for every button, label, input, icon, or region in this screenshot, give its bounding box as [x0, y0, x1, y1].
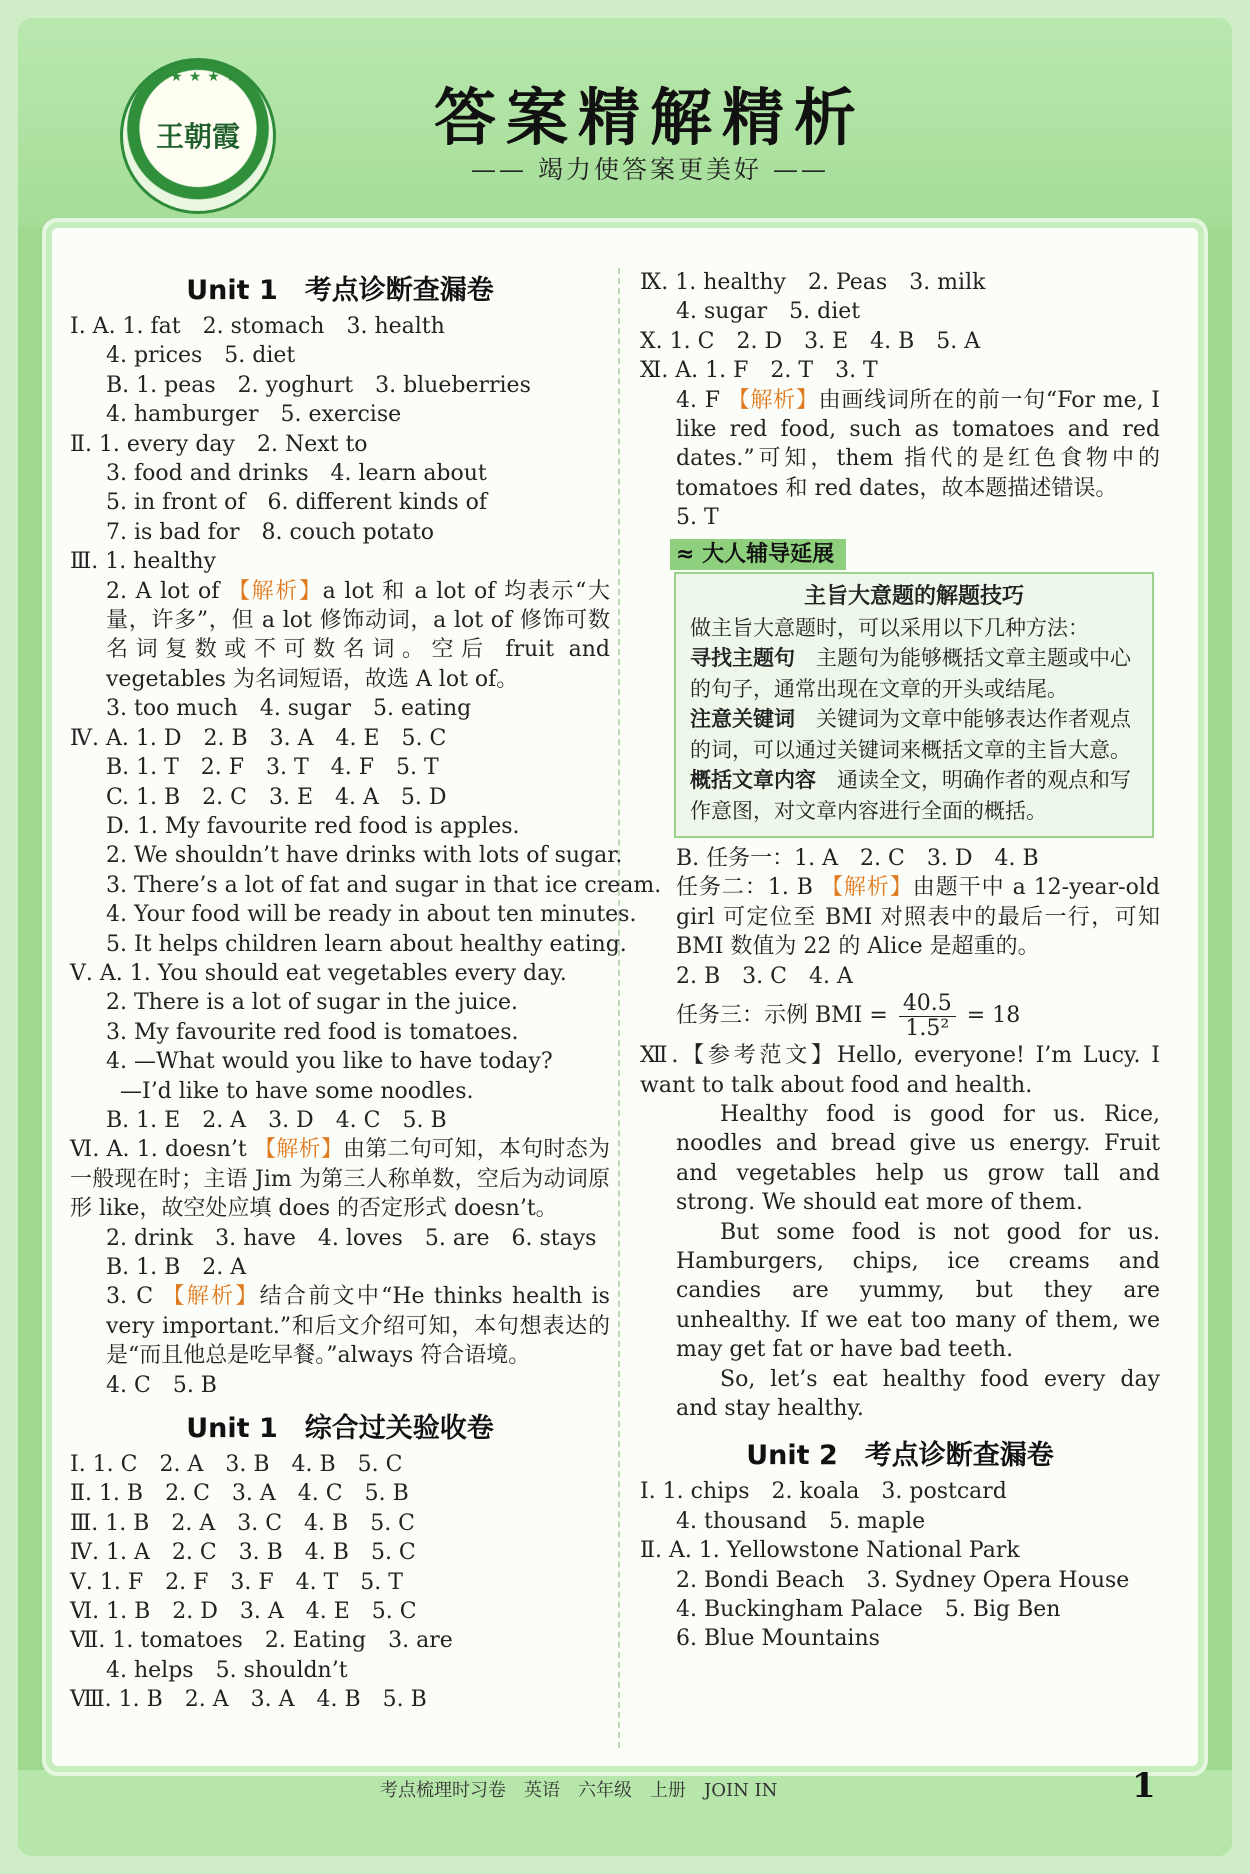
answer-line: Ⅳ. A. 1. D 2. B 3. A 4. E 5. C — [70, 725, 447, 751]
publisher-logo — [120, 58, 276, 214]
explanation-paragraph — [70, 1135, 610, 1223]
explanation-paragraph — [70, 1282, 610, 1370]
essay-text: Hello, everyone! I’m Lucy. I want to talk about food and health. — [640, 1043, 1160, 1098]
extension-key: 概括文章内容 — [690, 768, 816, 793]
analysis-tag: 【解析】 — [820, 875, 913, 901]
left-column — [70, 268, 662, 1715]
explanation-paragraph — [70, 577, 610, 695]
analysis-tag: 【解析】 — [162, 1284, 260, 1310]
analysis-tag: 【解析】 — [727, 387, 819, 413]
section-heading: Unit 2 考点诊断查漏卷 — [746, 1440, 1054, 1472]
model-essay — [640, 1041, 1160, 1423]
extension-item — [690, 765, 1138, 826]
answer-line: 6. Blue Mountains — [676, 1626, 880, 1652]
answer-line: 3. My favourite red food is tomatoes. — [106, 1019, 519, 1045]
analysis-text: 由画线词所在的前一句“For me, I like red food, such as tomatoes and red dates.”可知，them 指代的是红色食物中的 tomatoes 和 red dates，故本题描述错误。 — [676, 387, 1161, 501]
analysis-text: a lot 和 a lot of 均表示“大量，许多”，但 a lot 修饰动词，a lot of 修饰可数名词复数或不可数名词。空后 fruit and vegetables 为名词短语，故选 A lot of。 — [106, 578, 610, 692]
section-heading: Unit 1 综合过关验收卷 — [186, 1413, 494, 1445]
answer-line: Ⅹ. 1. C 2. D 3. E 4. B 5. A — [640, 328, 981, 354]
answer-line: Ⅳ. 1. A 2. C 3. B 4. B 5. C — [70, 1540, 416, 1566]
answer-line: 4. —What would you like to have today? — [106, 1049, 553, 1075]
answer-line: Ⅰ. 1. chips 2. koala 3. postcard — [640, 1479, 1007, 1505]
answer-line: Ⅲ. 1. B 2. A 3. C 4. B 5. C — [70, 1510, 416, 1536]
essay-paragraph: But some food is not good for us. Hamburgers, chips, ice creams and candies are yummy, but they are unhealthy. If we eat too many of them, we may get fat or have bad teeth. — [676, 1219, 1160, 1363]
answer-line: 5. in front of 6. different kinds of — [106, 490, 488, 516]
answer-line: 3. There’s a lot of fat and sugar in that ice cream. — [106, 872, 662, 898]
answer-line: Ⅸ. 1. healthy 2. Peas 3. milk — [640, 270, 986, 295]
answer-line: 4. sugar 5. diet — [676, 299, 861, 325]
extension-key: 寻找主题句 — [690, 646, 795, 671]
answer-text: Ⅵ. A. 1. doesn’t — [70, 1137, 247, 1163]
answer-line: 4. C 5. B — [106, 1372, 217, 1398]
answer-line: Ⅱ. 1. every day 2. Next to — [70, 431, 368, 457]
answer-line: 4. Buckingham Palace 5. Big Ben — [676, 1597, 1061, 1622]
essay-paragraph: Healthy food is good for us. Rice, noodles and bread give us energy. Fruit and vegetables help us grow tall and strong. We should eat more of them. — [676, 1101, 1160, 1216]
answer-line: Ⅴ. A. 1. You should eat vegetables every day. — [70, 960, 567, 986]
fraction-numerator: 40.5 — [899, 992, 956, 1017]
essay-paragraph: So, let’s eat healthy food every day and stay healthy. — [676, 1366, 1160, 1421]
section-heading: Unit 1 考点诊断查漏卷 — [186, 275, 494, 306]
answer-line: 2. There is a lot of sugar in the juice. — [106, 990, 519, 1016]
answer-line: Ⅵ. 1. B 2. D 3. A 4. E 5. C — [70, 1599, 417, 1625]
analysis-text: 结合前文中“He thinks health is very important.”和后文介绍可知，本句想表达的是“而且他总是吃早餐。”always 符合语境。 — [106, 1284, 610, 1369]
answer-line: B. 1. peas 2. yoghurt 3. blueberries — [106, 372, 531, 398]
page-title: 答案精解精析 — [433, 81, 866, 154]
answer-line: B. 1. E 2. A 3. D 4. C 5. B — [106, 1107, 447, 1133]
column-divider — [618, 268, 620, 1748]
answer-line: Ⅰ. A. 1. fat 2. stomach 3. health — [70, 314, 445, 339]
answer-line: 4. hamburger 5. exercise — [106, 402, 402, 428]
answer-text: 2. A lot of — [106, 578, 220, 604]
answer-line: Ⅷ. 1. B 2. A 3. A 4. B 5. B — [70, 1687, 427, 1713]
answer-line: B. 任务一：1. A 2. C 3. D 4. B — [676, 846, 1039, 872]
explanation-paragraph — [640, 873, 1160, 961]
extension-key: 注意关键词 — [690, 707, 795, 732]
answer-line: Ⅱ. 1. B 2. C 3. A 4. C 5. B — [70, 1481, 409, 1507]
answer-line: 3. too much 4. sugar 5. eating — [106, 696, 472, 722]
answer-line: 2. drink 3. have 4. loves 5. are 6. stays — [106, 1225, 597, 1251]
answer-line: Ⅴ. 1. F 2. F 3. F 4. T 5. T — [70, 1569, 403, 1595]
answer-line: Ⅺ. A. 1. F 2. T 3. T — [640, 358, 878, 384]
analysis-tag: 【解析】 — [253, 1137, 344, 1163]
answer-line: 2. Bondi Beach 3. Sydney Opera House — [676, 1567, 1130, 1593]
answer-line: 4. helps 5. shouldn’t — [106, 1657, 348, 1683]
answer-line: B. 1. B 2. A — [106, 1255, 247, 1280]
right-column — [640, 268, 1160, 1654]
footer-book-info: 考点梳理时习卷 英语 六年级 上册 JOIN IN — [380, 1780, 778, 1801]
answer-text: 3. C — [106, 1284, 154, 1310]
formula-label: 任务三：示例 BMI = — [676, 1003, 888, 1029]
extension-tag: ≈ 大人辅导延展 — [670, 539, 846, 570]
page-subtitle: —— 竭力使答案更美好 —— — [471, 155, 829, 184]
answer-line: C. 1. B 2. C 3. E 4. A 5. D — [106, 784, 447, 810]
extension-item — [690, 704, 1138, 765]
answer-line: 4. thousand 5. maple — [676, 1508, 926, 1534]
fraction — [899, 992, 956, 1041]
formula-result: = 18 — [966, 1003, 1021, 1029]
answer-line: 4. prices 5. diet — [106, 343, 296, 369]
page-number: 1 — [1132, 1766, 1156, 1806]
answer-text: 任务二：1. B — [676, 875, 813, 901]
answer-line: 5. T — [676, 505, 719, 531]
essay-paragraph — [640, 1041, 1160, 1100]
extension-intro: 做主旨大意题时，可以采用以下几种方法： — [690, 615, 1089, 640]
explanation-paragraph — [640, 386, 1160, 504]
fraction-denominator: 1.5² — [905, 1015, 950, 1041]
answer-line: Ⅶ. 1. tomatoes 2. Eating 3. are — [70, 1628, 453, 1654]
answer-line: Ⅱ. A. 1. Yellowstone National Park — [640, 1538, 1020, 1564]
answer-text: 4. F — [676, 387, 720, 413]
formula-line — [640, 991, 1160, 1041]
analysis-tag: 【解析】 — [228, 578, 323, 604]
extension-text: 主题句为能够概括文章主题或中心的句子，通常出现在文章的开头或结尾。 — [690, 646, 1131, 701]
answer-line: 2. We shouldn’t have drinks with lots of sugar. — [106, 843, 623, 869]
extension-box — [674, 572, 1154, 838]
answer-line: 2. B 3. C 4. A — [676, 963, 853, 989]
answer-line: 3. food and drinks 4. learn about — [106, 461, 487, 487]
answer-line: 7. is bad for 8. couch potato — [106, 519, 435, 545]
extension-text: 关键词为文章中能够表达作者观点的词，可以通过关键词来概括文章的主旨大意。 — [690, 707, 1131, 762]
extension-item — [690, 643, 1138, 704]
logo-text: 王朝霞 — [155, 120, 240, 153]
answer-line: 4. Your food will be ready in about ten minutes. — [106, 902, 637, 928]
essay-lead: Ⅻ.【参考范文】 — [640, 1043, 837, 1069]
extension-title: 主旨大意题的解题技巧 — [803, 584, 1024, 610]
logo-stars: ★★★★★ — [151, 69, 245, 85]
answer-line: B. 1. T 2. F 3. T 4. F 5. T — [106, 755, 439, 781]
analysis-text: 由题干中 a 12-year-old girl 可定位至 BMI 对照表中的最后一行，可知 BMI 数值为 22 的 Alice 是超重的。 — [676, 875, 1160, 960]
analysis-text: 由第二句可知，本句时态为一般现在时；主语 Jim 为第三人称单数，空后为动词原形 like，故空处应填 does 的否定形式 doesn’t。 — [70, 1137, 610, 1222]
answer-line: —I’d like to have some noodles. — [120, 1078, 474, 1104]
answer-line: D. 1. My favourite red food is apples. — [106, 813, 520, 839]
answer-line: 5. It helps children learn about healthy eating. — [106, 931, 627, 957]
answer-line: Ⅰ. 1. C 2. A 3. B 4. B 5. C — [70, 1452, 403, 1478]
answer-line: Ⅲ. 1. healthy — [70, 549, 216, 575]
extension-text: 通读全文，明确作者的观点和写作意图，对文章内容进行全面的概括。 — [690, 768, 1131, 823]
